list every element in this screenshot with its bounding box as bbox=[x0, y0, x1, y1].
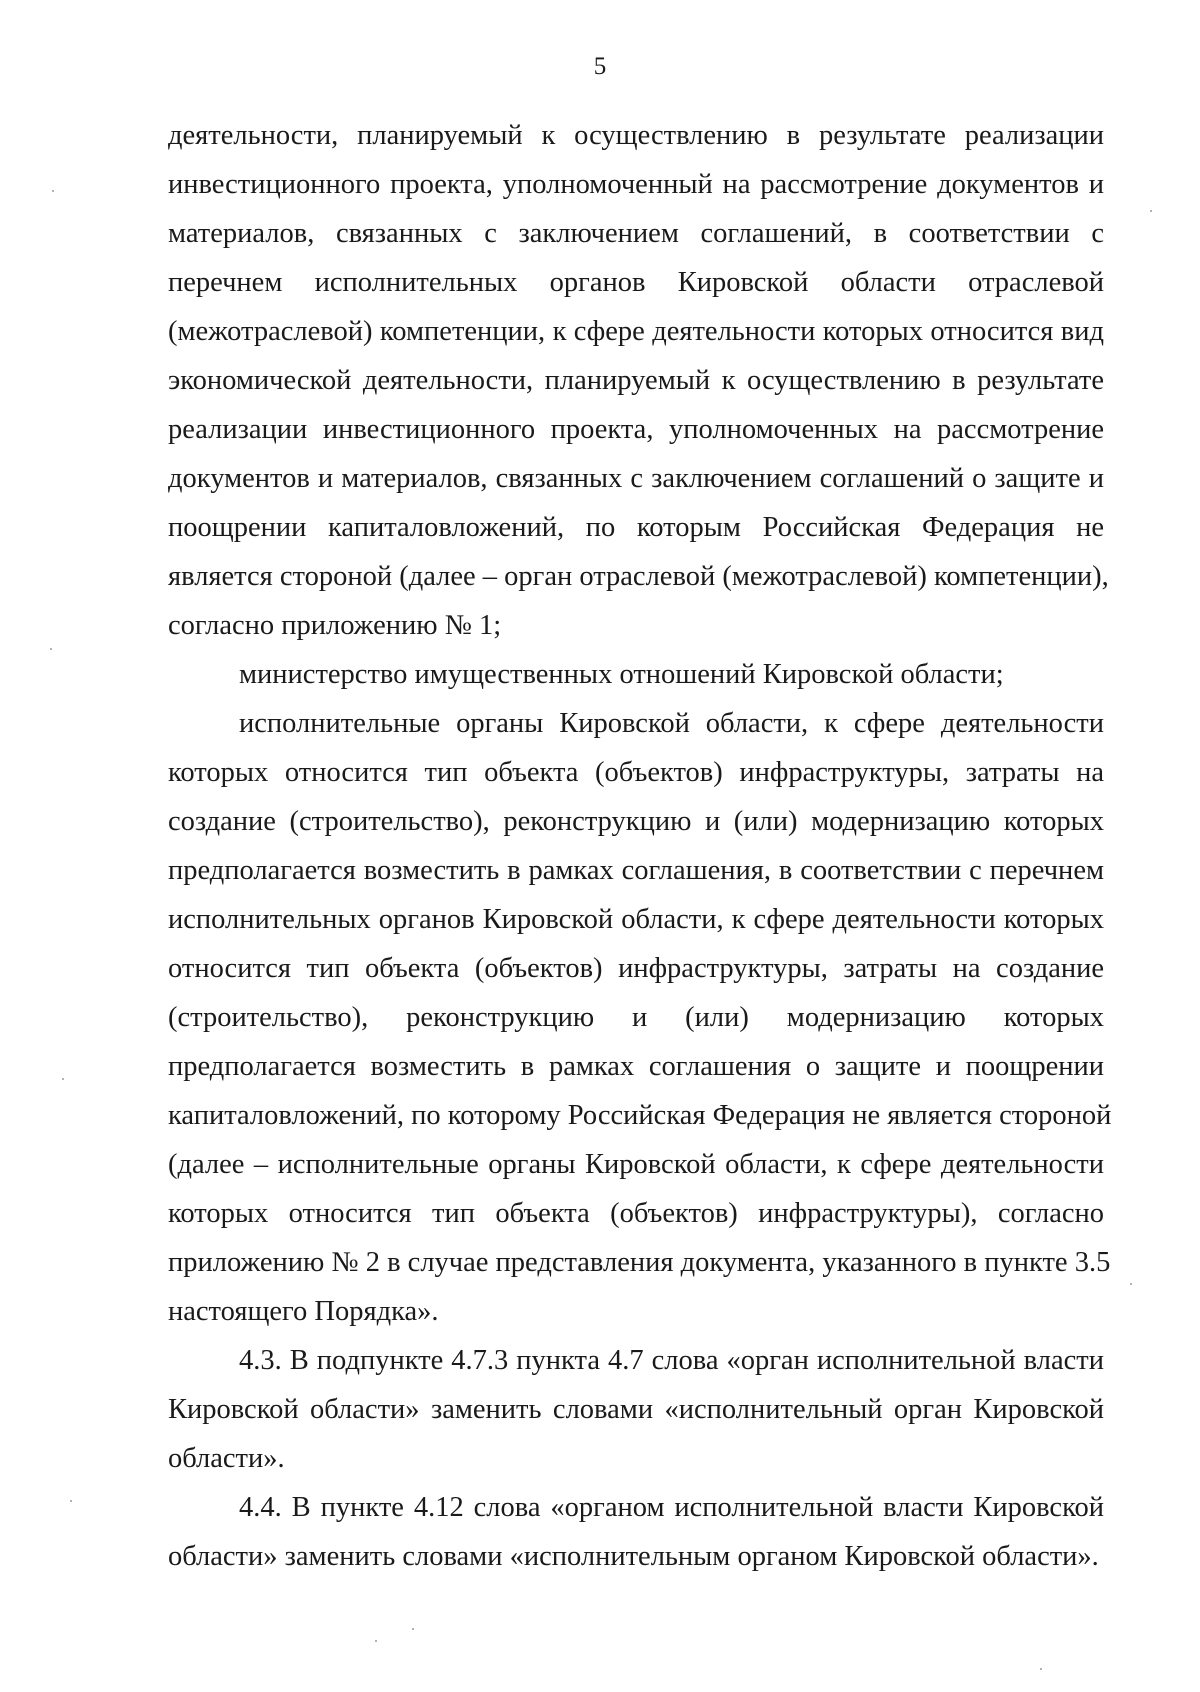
scan-speck bbox=[1130, 1283, 1132, 1285]
text-line: Кировской области» заменить словами «исполнительный орган Кировской bbox=[168, 1394, 1104, 1425]
text-line: документов и материалов, связанных с заключением соглашений о защите и bbox=[168, 463, 1104, 494]
text-line: инвестиционного проекта, уполномоченный на рассмотрение документов и bbox=[168, 169, 1104, 200]
scan-speck bbox=[412, 1628, 414, 1630]
text-line: создание (строительство), реконструкцию и (или) модернизацию которых bbox=[168, 806, 1104, 837]
text-line: которых относится тип объекта (объектов) инфраструктуры, затраты на bbox=[168, 757, 1104, 788]
text-line: (межотраслевой) компетенции, к сфере деятельности которых относится вид bbox=[168, 316, 1104, 347]
scan-speck bbox=[50, 648, 52, 650]
text-line: является стороной (далее – орган отраслевой (межотраслевой) компетенции), bbox=[168, 561, 1109, 592]
text-line: которых относится тип объекта (объектов) инфраструктуры), согласно bbox=[168, 1198, 1104, 1229]
text-line: настоящего Порядка». bbox=[168, 1296, 439, 1327]
text-line: согласно приложению № 1; bbox=[168, 610, 502, 641]
page-number: 5 bbox=[593, 53, 607, 80]
text-line: приложению № 2 в случае представления документа, указанного в пункте 3.5 bbox=[168, 1247, 1111, 1278]
text-line: предполагается возместить в рамках соглашения, в соответствии с перечнем bbox=[168, 855, 1104, 886]
scan-speck bbox=[70, 1500, 72, 1502]
text-line: реализации инвестиционного проекта, уполномоченных на рассмотрение bbox=[168, 414, 1104, 445]
text-line: материалов, связанных с заключением соглашений, в соответствии с bbox=[168, 218, 1104, 249]
text-line: области». bbox=[168, 1443, 285, 1474]
text-line: министерство имущественных отношений Кировской области; bbox=[239, 659, 1004, 690]
text-line: деятельности, планируемый к осуществлению в результате реализации bbox=[168, 120, 1104, 151]
text-line: относится тип объекта (объектов) инфраструктуры, затраты на создание bbox=[168, 953, 1104, 984]
text-line: (далее – исполнительные органы Кировской области, к сфере деятельности bbox=[168, 1149, 1104, 1180]
text-line: области» заменить словами «исполнительным органом Кировской области». bbox=[168, 1541, 1099, 1572]
text-line: (строительство), реконструкцию и (или) модернизацию которых bbox=[168, 1002, 1104, 1033]
text-line: предполагается возместить в рамках соглашения о защите и поощрении bbox=[168, 1051, 1104, 1082]
text-line: исполнительные органы Кировской области, к сфере деятельности bbox=[239, 708, 1104, 739]
text-line: поощрении капиталовложений, по которым Российская Федерация не bbox=[168, 512, 1104, 543]
scan-speck bbox=[1040, 1668, 1042, 1670]
scan-speck bbox=[52, 190, 54, 192]
text-line: исполнительных органов Кировской области, к сфере деятельности которых bbox=[168, 904, 1104, 935]
text-line: 4.4. В пункте 4.12 слова «органом исполнительной власти Кировской bbox=[239, 1492, 1104, 1523]
text-line: перечнем исполнительных органов Кировской области отраслевой bbox=[168, 267, 1104, 298]
scan-speck bbox=[375, 1640, 377, 1642]
text-line: 4.3. В подпункте 4.7.3 пункта 4.7 слова «орган исполнительной власти bbox=[239, 1345, 1104, 1376]
text-line: капиталовложений, по которому Российская Федерация не является стороной bbox=[168, 1100, 1112, 1131]
text-line: экономической деятельности, планируемый к осуществлению в результате bbox=[168, 365, 1104, 396]
scan-speck bbox=[1150, 210, 1152, 212]
scan-speck bbox=[62, 1078, 64, 1080]
